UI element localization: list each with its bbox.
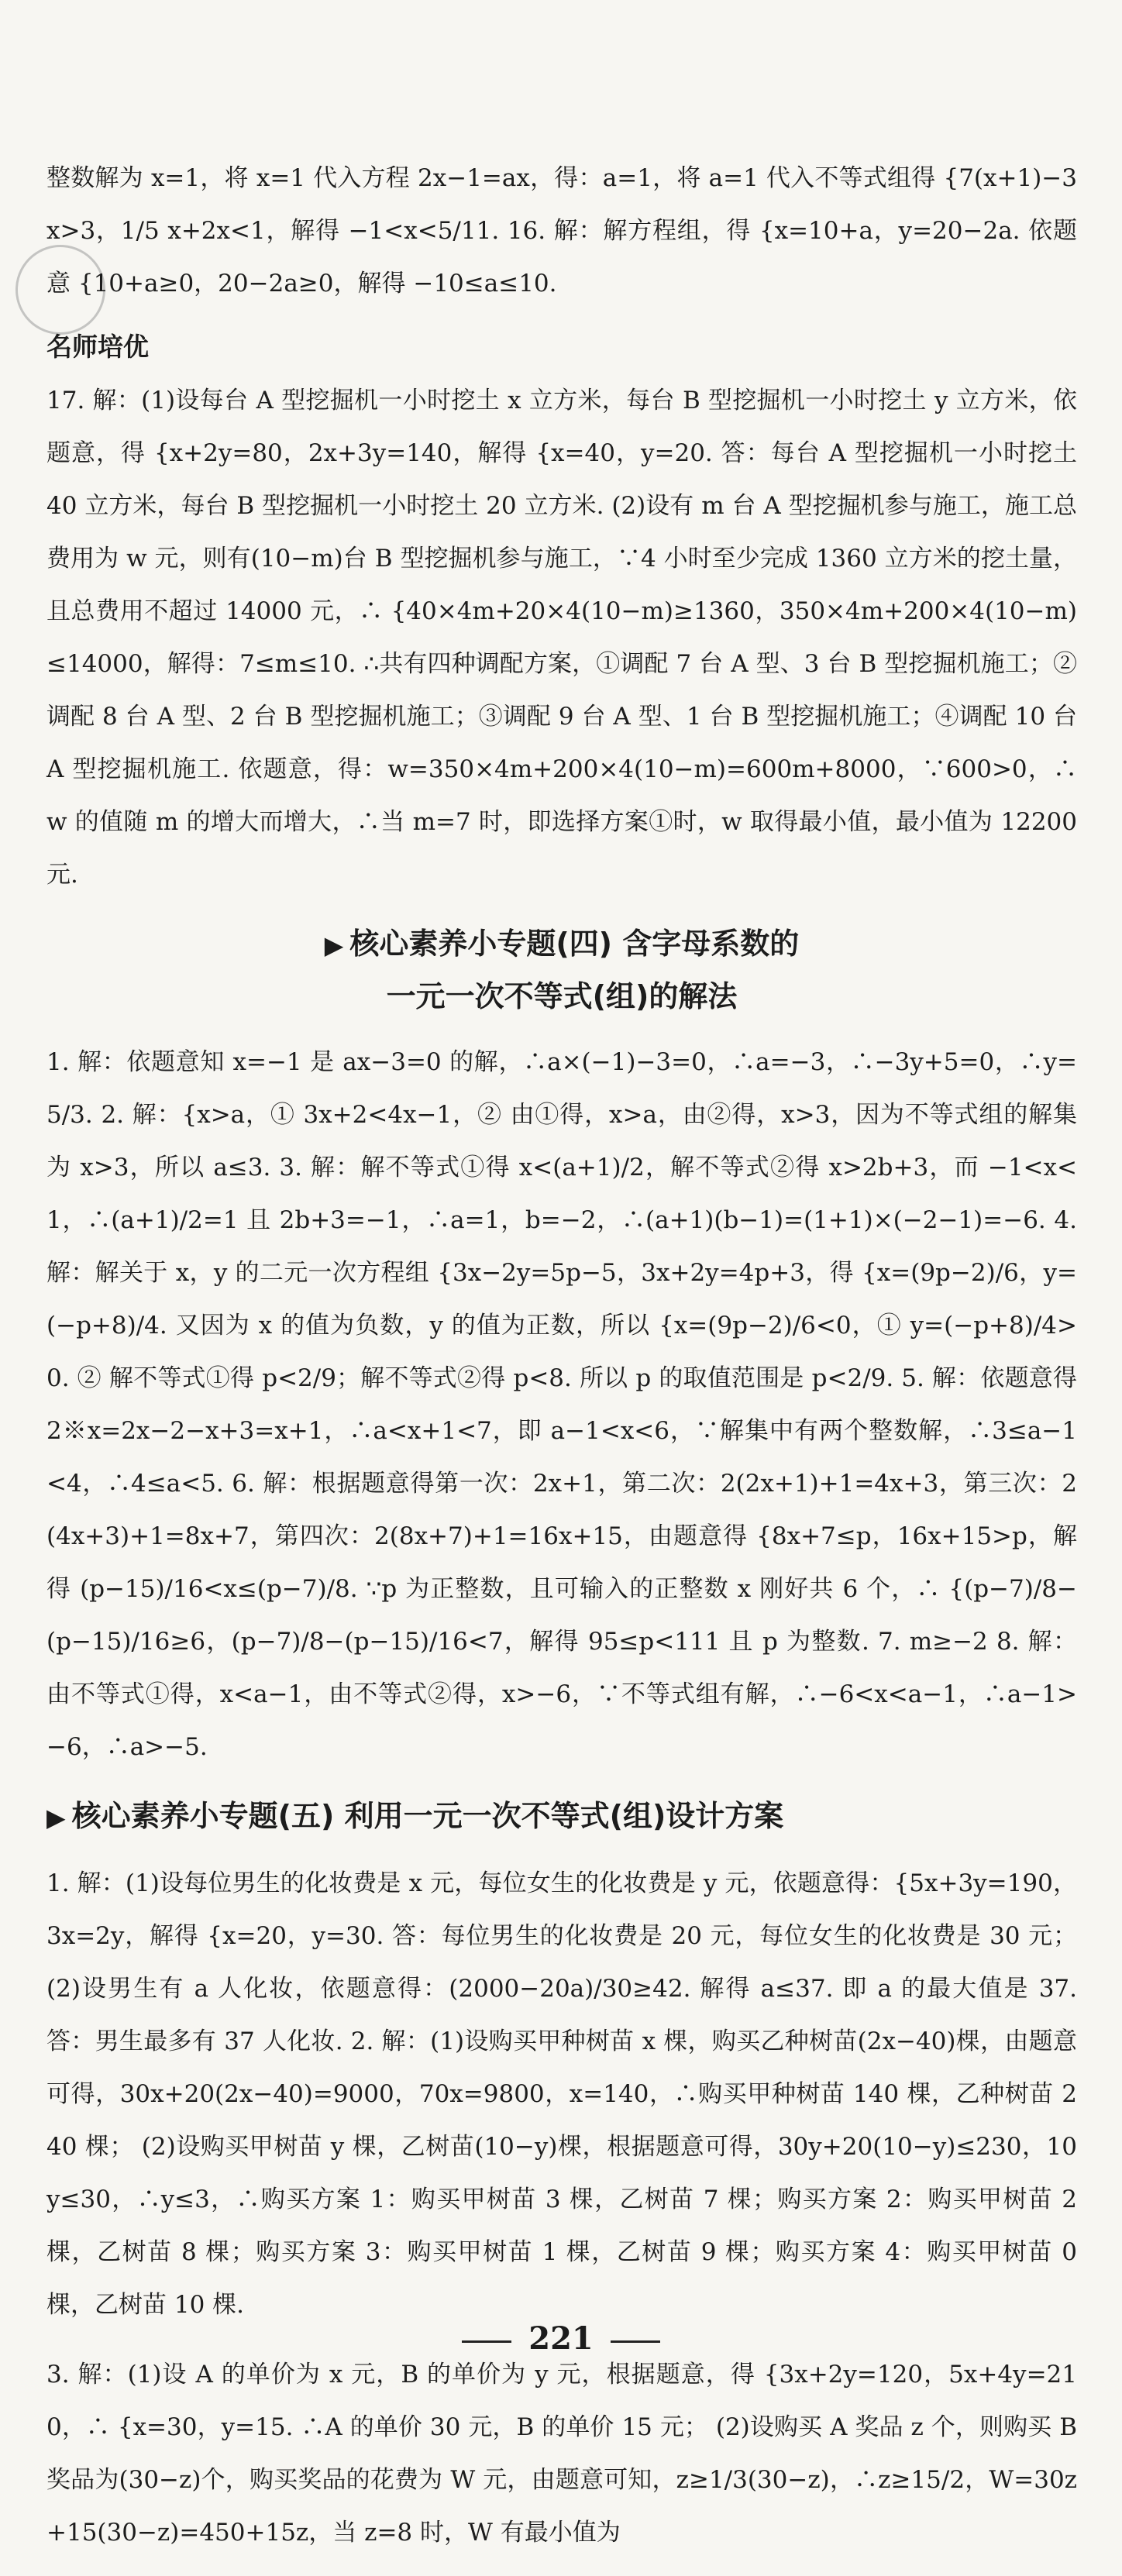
footer-dash xyxy=(462,2340,511,2343)
page-number: 221 xyxy=(528,2320,594,2357)
paragraph: 1. 解：依题意知 x=−1 是 ax−3=0 的解，∴a×(−1)−3=0，∴a=−3，∴−3y+5=0，∴y=5/3. 2. 解：{x>a，① 3x+2<4x−1，② 由①得，x>a，由②得，x>3，因为不等式组的解集为 x>3，所以 a≤3. 3. 解：解不等式①得 x<(a+1)/2，解不等式②得 x>2b+3，而 −1<x<1，∴(a+1)/2=1 且 2b+3=−1，∴a=1，b=−2，∴(a+1)(b−1)=(1+1)×(−2−1)=−6. 4. 解：解关于 x，y 的二元一次方程组 {3x−2y=5p−5，3x+2y=4p+3，得 {x=(9p−2)/6，y=(−p+8)/4. 又因为 x 的值为负数，y 的值为正数，所以 {x=(9p−2)/6<0，① y=(−p+8)/4>0. ② 解不等式①得 p<2/9；解不等式②得 p<8. 所以 p 的取值范围是 p<2/9. 5. 解：依题意得 2※x=2x−2−x+3=x+1，∴a<x+1<7，即 a−1<x<6，∵解集中有两个整数解，∴3≤a−1<4，∴4≤a<5. 6. 解：根据题意得第一次：2x+1，第二次：2(2x+1)+1=4x+3，第三次：2(4x+3)+1=8x+7，第四次：2(8x+7)+1=16x+15，由题意得 {8x+7≤p，16x+15>p，解得 (p−15)/16<x≤(p−7)/8. ∵p 为正整数，且可输入的正整数 x 刚好共 6 个，∴ {(p−7)/8−(p−15)/16≥6，(p−7)/8−(p−15)/16<7，解得 95≤p<111 且 p 为整数. 7. m≥−2 8. 解：由不等式①得，x<a−1，由不等式②得，x>−6，∵不等式组有解，∴−6<x<a−1，∴a−1>−6，∴a>−5. xyxy=(46,1048,1077,1761)
section-heading xyxy=(46,918,1077,1022)
paragraph: 整数解为 x=1，将 x=1 代入方程 2x−1=ax，得：a=1，将 a=1 代入不等式组得 {7(x+1)−3x>3，1/5 x+2x<1，解得 −1<x<5/11. 16. 解：解方程组，得 {x=10+a，y=20−2a. 依题意 {10+a≥0，20−2a≥0，解得 −10≤a≤10. xyxy=(46,164,1077,297)
page-footer xyxy=(0,2320,1122,2357)
answer-content xyxy=(46,152,1077,2576)
triangle-icon: ▶ xyxy=(324,930,344,960)
section-label: 名师培优 xyxy=(46,332,149,362)
heading-line-1: 核心素养小专题(五) 利用一元一次不等式(组)设计方案 xyxy=(71,1799,784,1833)
triangle-icon: ▶ xyxy=(46,1803,66,1832)
heading-line-1: 核心素养小专题(四) 含字母系数的 xyxy=(349,927,800,961)
section-heading xyxy=(46,1790,1077,1843)
footer-dash xyxy=(611,2340,660,2343)
paragraph: 3. 解：(1)设 A 的单价为 x 元，B 的单价为 y 元，根据题意，得 {3x+2y=120，5x+4y=210，∴ {x=30，y=15. ∴A 的单价 30 元，B 的单价 15 元； (2)设购买 A 奖品 z 个，则购买 B 奖品为(30−z)个，购买奖品的花费为 W 元，由题意可知，z≥1/3(30−z)，∴z≥15/2，W=30z+15(30−z)=450+15z，当 z=8 时，W 有最小值为 xyxy=(46,2361,1077,2547)
paragraph: 1. 解：(1)设每位男生的化妆费是 x 元，每位女生的化妆费是 y 元，依题意得：{5x+3y=190，3x=2y，解得 {x=20，y=30. 答：每位男生的化妆费是 20 元，每位女生的化妆费是 30 元； (2)设男生有 a 人化妆，依题意得：(2000−20a)/30≥42. 解得 a≤37. 即 a 的最大值是 37. 答：男生最多有 37 人化妆. 2. 解：(1)设购买甲种树苗 x 棵，购买乙种树苗(2x−40)棵，由题意可得，30x+20(2x−40)=9000，70x=9800，x=140，∴购买甲种树苗 140 棵，乙种树苗 240 棵； (2)设购买甲树苗 y 棵，乙树苗(10−y)棵，根据题意可得，30y+20(10−y)≤230，10y≤30，∴y≤3，∴购买方案 1：购买甲树苗 3 棵，乙树苗 7 棵；购买方案 2：购买甲树苗 2 棵，乙树苗 8 棵；购买方案 3：购买甲树苗 1 棵，乙树苗 9 棵；购买方案 4：购买甲树苗 0 棵，乙树苗 10 棵. xyxy=(46,1869,1077,2319)
paragraph: 17. 解：(1)设每台 A 型挖掘机一小时挖土 x 立方米，每台 B 型挖掘机一小时挖土 y 立方米，依题意，得 {x+2y=80，2x+3y=140，解得 {x=40，y=20. 答：每台 A 型挖掘机一小时挖土 40 立方米，每台 B 型挖掘机一小时挖土 20 立方米. (2)设有 m 台 A 型挖掘机参与施工，施工总费用为 w 元，则有(10−m)台 B 型挖掘机参与施工，∵4 小时至少完成 1360 立方米的挖土量，且总费用不超过 14000 元，∴ {40×4m+20×4(10−m)≥1360，350×4m+200×4(10−m)≤14000，解得：7≤m≤10. ∴共有四种调配方案，①调配 7 台 A 型、3 台 B 型挖掘机施工；②调配 8 台 A 型、2 台 B 型挖掘机施工；③调配 9 台 A 型、1 台 B 型挖掘机施工；④调配 10 台 A 型挖掘机施工. 依题意，得：w=350×4m+200×4(10−m)=600m+8000，∵600>0，∴w 的值随 m 的增大而增大，∴当 m=7 时，即选择方案①时，w 取得最小值，最小值为 12200 元. xyxy=(46,387,1078,889)
heading-line-2: 一元一次不等式(组)的解法 xyxy=(386,979,738,1013)
